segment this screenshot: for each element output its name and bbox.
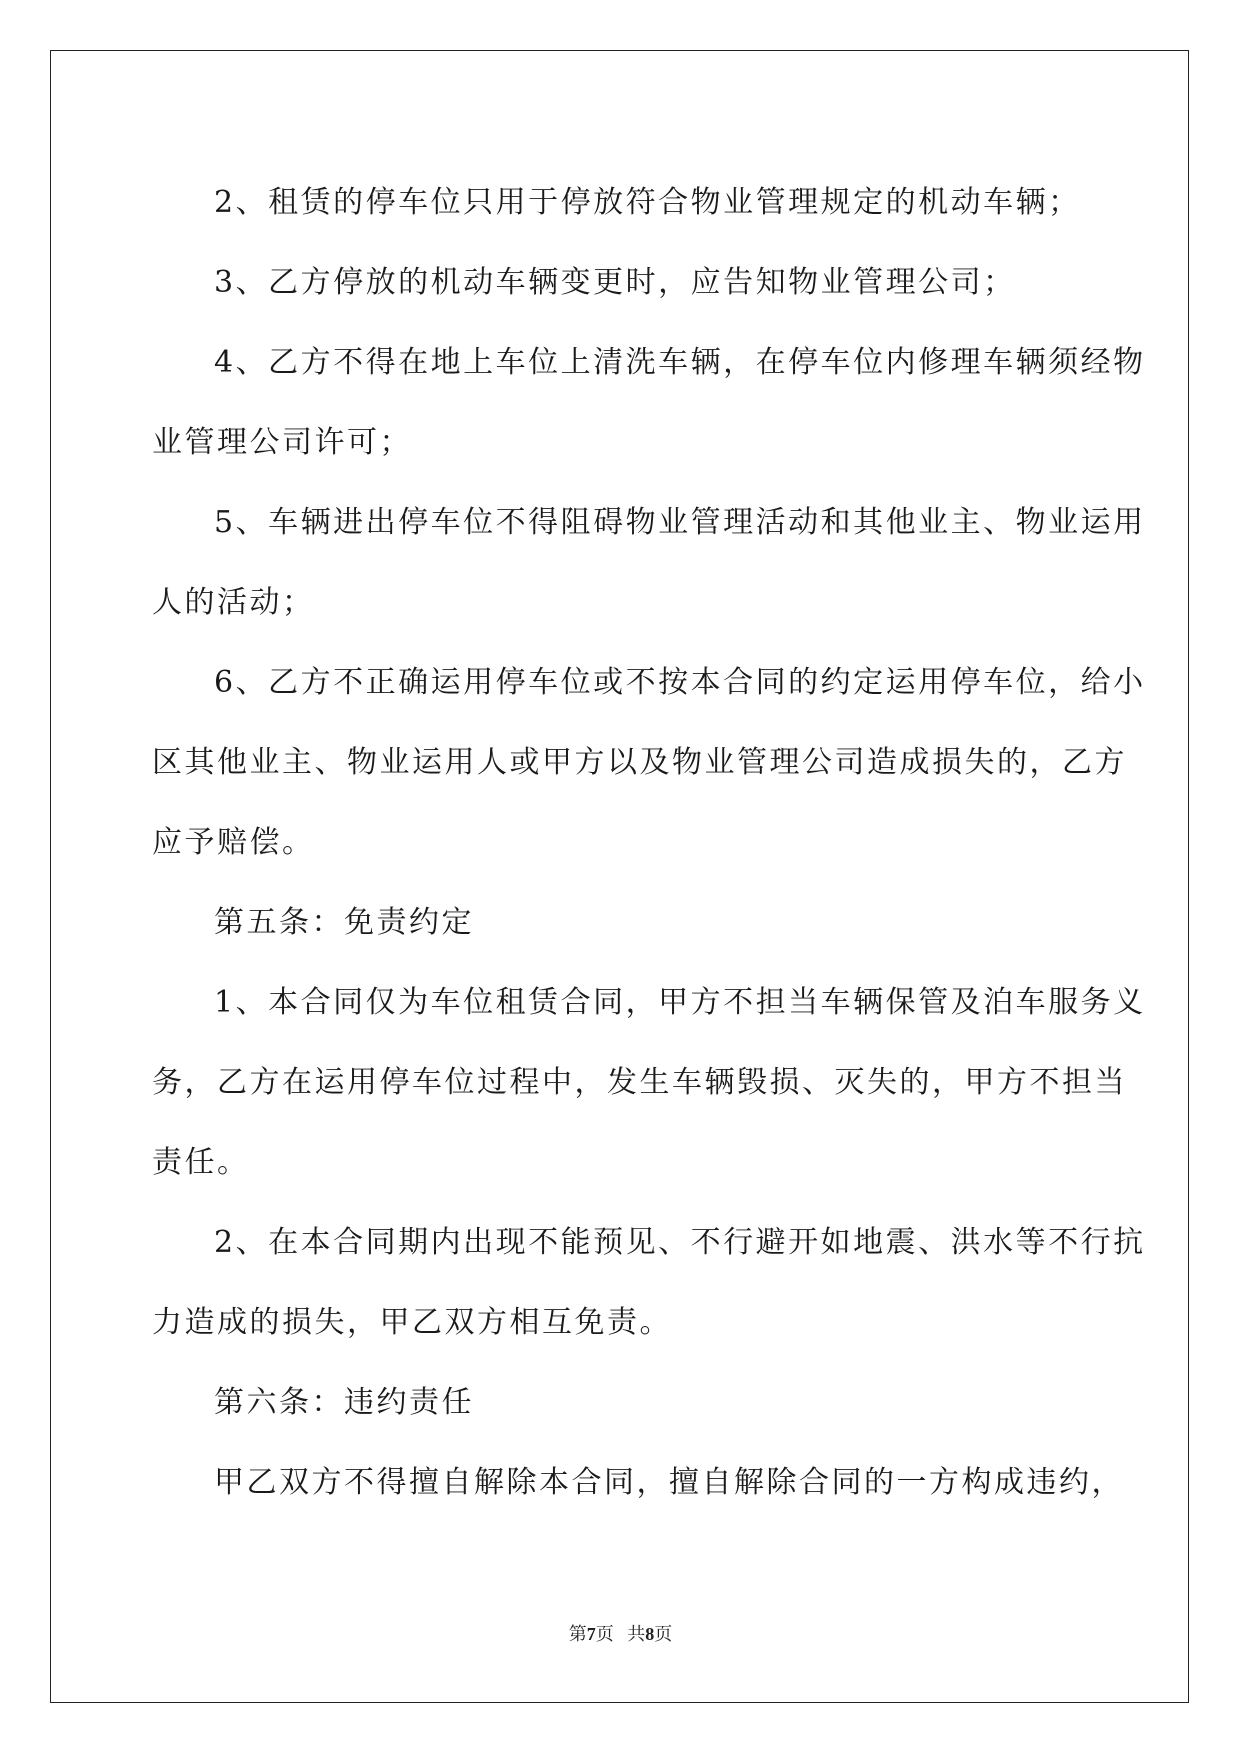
document-body <box>152 163 1146 1523</box>
footer-page-word: 页 <box>595 1624 614 1644</box>
section-heading: 第五条：免责约定 <box>214 905 474 940</box>
clause-line: 2、在本合同期内出现不能预见、不行避开如地震、洪水等不行抗 <box>214 1225 1146 1260</box>
footer-total-prefix: 共 <box>627 1624 646 1644</box>
clause-line: 业管理公司许可； <box>152 425 412 460</box>
clause-line: 6、乙方不正确运用停车位或不按本合同的约定运用停车位，给小 <box>214 665 1146 700</box>
total-page-number: 8 <box>645 1624 655 1644</box>
clause-line: 4、乙方不得在地上车位上清洗车辆，在停车位内修理车辆须经物 <box>214 345 1146 380</box>
clause-line: 2、租赁的停车位只用于停放符合物业管理规定的机动车辆； <box>214 185 1081 220</box>
clause-line: 3、乙方停放的机动车辆变更时，应告知物业管理公司； <box>214 265 1016 300</box>
footer-total-suffix: 页 <box>654 1624 673 1644</box>
section-heading: 第六条：违约责任 <box>214 1385 474 1420</box>
clause-line: 人的活动； <box>152 585 315 620</box>
clause-line: 1、本合同仅为车位租赁合同，甲方不担当车辆保管及泊车服务义 <box>214 985 1146 1020</box>
current-page-number: 7 <box>586 1624 596 1644</box>
page-footer <box>0 1620 1241 1646</box>
clause-line: 应予赔偿。 <box>152 825 315 860</box>
clause-line: 务，乙方在运用停车位过程中，发生车辆毁损、灭失的，甲方不担当 <box>152 1065 1127 1100</box>
clause-line: 5、车辆进出停车位不得阻碍物业管理活动和其他业主、物业运用 <box>214 505 1146 540</box>
clause-line: 甲乙双方不得擅自解除本合同，擅自解除合同的一方构成违约， <box>214 1465 1124 1500</box>
clause-line: 力造成的损失，甲乙双方相互免责。 <box>152 1305 672 1340</box>
clause-line: 区其他业主、物业运用人或甲方以及物业管理公司造成损失的，乙方 <box>152 745 1127 780</box>
footer-prefix: 第 <box>568 1624 587 1644</box>
clause-line: 责任。 <box>152 1145 250 1180</box>
